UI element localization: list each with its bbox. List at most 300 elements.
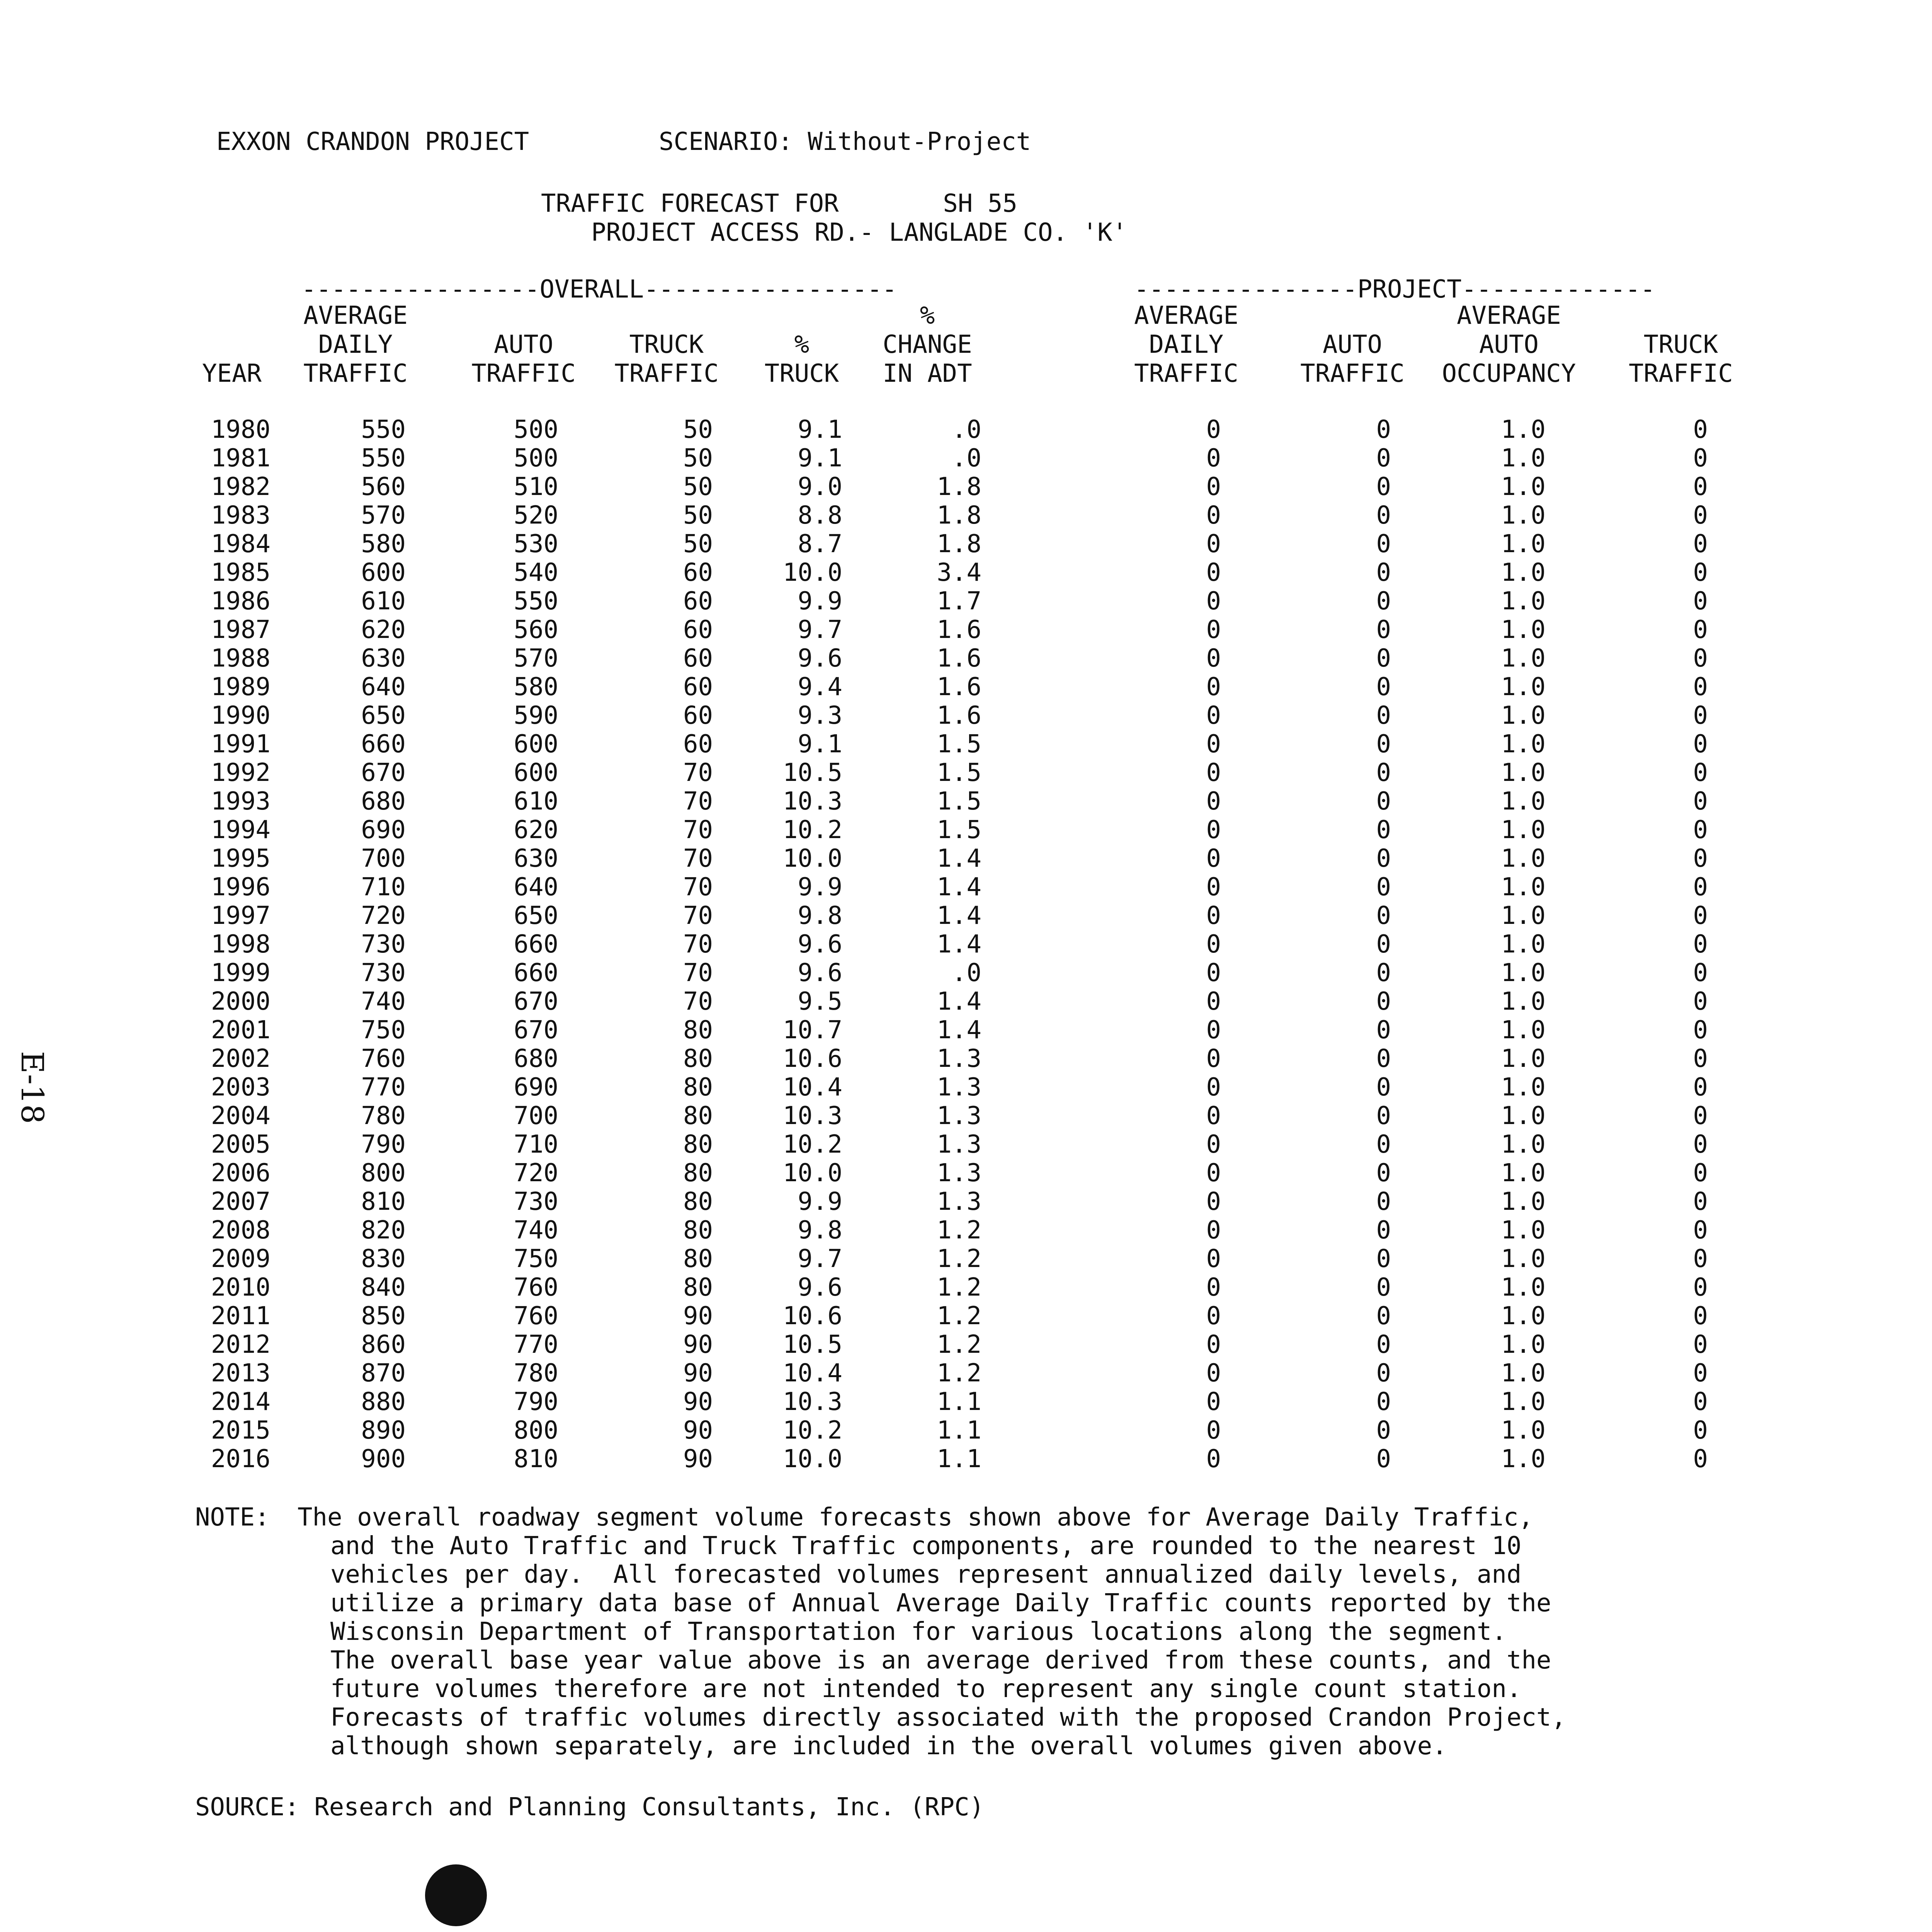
cell-auto: 520 <box>514 501 558 530</box>
cell-auto: 700 <box>514 1102 558 1130</box>
cell-p_auto: 0 <box>1376 1216 1391 1245</box>
cell-p_auto: 0 <box>1376 1245 1391 1273</box>
cell-p_adt: 0 <box>1206 1445 1221 1473</box>
cell-auto: 560 <box>514 616 558 644</box>
cell-adt: 810 <box>361 1187 406 1216</box>
cell-p_auto: 0 <box>1376 616 1391 644</box>
cell-p_auto: 0 <box>1376 930 1391 959</box>
cell-truck: 50 <box>683 501 713 530</box>
project-name: EXXON CRANDON PROJECT <box>216 128 529 156</box>
column-header-pct_change-line1: % <box>920 301 935 330</box>
cell-adt: 730 <box>361 930 406 959</box>
cell-adt: 730 <box>361 959 406 987</box>
cell-auto: 670 <box>514 987 558 1016</box>
cell-pct_change: 1.3 <box>937 1187 981 1216</box>
cell-pct_change: 1.4 <box>937 901 981 930</box>
cell-pct_change: 1.1 <box>937 1388 981 1416</box>
cell-adt: 620 <box>361 616 406 644</box>
cell-p_truck: 0 <box>1693 1187 1708 1216</box>
cell-pct_change: 1.2 <box>937 1273 981 1302</box>
cell-p_auto: 0 <box>1376 759 1391 787</box>
cell-pct_truck: 9.6 <box>798 1273 842 1302</box>
cell-year: 1999 <box>211 959 270 987</box>
cell-p_auto: 0 <box>1376 1359 1391 1388</box>
cell-year: 1998 <box>211 930 270 959</box>
cell-p_truck: 0 <box>1693 730 1708 759</box>
cell-truck: 90 <box>683 1359 713 1388</box>
note-line: utilize a primary data base of Annual Average Daily Traffic counts reported by the <box>330 1589 1551 1617</box>
cell-p_occ: 1.0 <box>1501 1073 1546 1102</box>
cell-year: 2010 <box>211 1273 270 1302</box>
cell-p_adt: 0 <box>1206 1245 1221 1273</box>
cell-p_adt: 0 <box>1206 1016 1221 1044</box>
cell-p_occ: 1.0 <box>1501 901 1546 930</box>
cell-adt: 670 <box>361 759 406 787</box>
cell-year: 2003 <box>211 1073 270 1102</box>
cell-p_adt: 0 <box>1206 587 1221 616</box>
cell-year: 2015 <box>211 1416 270 1445</box>
cell-adt: 690 <box>361 816 406 844</box>
cell-pct_truck: 9.8 <box>798 1216 842 1245</box>
cell-pct_truck: 9.7 <box>798 1245 842 1273</box>
cell-adt: 880 <box>361 1388 406 1416</box>
cell-pct_change: 1.3 <box>937 1073 981 1102</box>
cell-truck: 50 <box>683 473 713 501</box>
cell-p_truck: 0 <box>1693 1273 1708 1302</box>
cell-p_adt: 0 <box>1206 1044 1221 1073</box>
cell-p_adt: 0 <box>1206 730 1221 759</box>
cell-adt: 640 <box>361 673 406 701</box>
cell-year: 2004 <box>211 1102 270 1130</box>
cell-pct_change: 1.4 <box>937 930 981 959</box>
column-header-p_occ-line3: OCCUPANCY <box>1442 359 1576 388</box>
cell-p_truck: 0 <box>1693 415 1708 444</box>
cell-p_adt: 0 <box>1206 701 1221 730</box>
cell-truck: 90 <box>683 1416 713 1445</box>
cell-adt: 550 <box>361 415 406 444</box>
cell-truck: 90 <box>683 1388 713 1416</box>
cell-p_auto: 0 <box>1376 1159 1391 1187</box>
cell-pct_truck: 9.6 <box>798 644 842 673</box>
cell-pct_change: 1.5 <box>937 730 981 759</box>
cell-pct_change: 1.4 <box>937 987 981 1016</box>
column-header-auto-line2: AUTO <box>493 330 554 359</box>
cell-p_truck: 0 <box>1693 873 1708 901</box>
cell-p_truck: 0 <box>1693 1302 1708 1330</box>
cell-p_truck: 0 <box>1693 844 1708 873</box>
cell-auto: 580 <box>514 673 558 701</box>
cell-truck: 60 <box>683 587 713 616</box>
cell-truck: 70 <box>683 930 713 959</box>
cell-p_adt: 0 <box>1206 1330 1221 1359</box>
forecast-subtitle: PROJECT ACCESS RD.- LANGLADE CO. 'K' <box>591 218 1128 247</box>
cell-pct_change: 1.5 <box>937 759 981 787</box>
cell-p_occ: 1.0 <box>1501 530 1546 558</box>
cell-p_auto: 0 <box>1376 959 1391 987</box>
cell-p_occ: 1.0 <box>1501 501 1546 530</box>
cell-truck: 60 <box>683 616 713 644</box>
cell-year: 1985 <box>211 558 270 587</box>
cell-year: 2000 <box>211 987 270 1016</box>
page-number: E-18 <box>14 1051 50 1124</box>
cell-auto: 570 <box>514 644 558 673</box>
cell-p_truck: 0 <box>1693 1388 1708 1416</box>
scenario-label: SCENARIO: Without-Project <box>659 128 1031 156</box>
cell-auto: 590 <box>514 701 558 730</box>
cell-p_truck: 0 <box>1693 1245 1708 1273</box>
cell-year: 2016 <box>211 1445 270 1473</box>
cell-adt: 720 <box>361 901 406 930</box>
cell-truck: 70 <box>683 959 713 987</box>
cell-pct_change: 1.6 <box>937 616 981 644</box>
cell-year: 2001 <box>211 1016 270 1044</box>
cell-p_adt: 0 <box>1206 673 1221 701</box>
cell-truck: 70 <box>683 901 713 930</box>
cell-pct_change: 1.6 <box>937 673 981 701</box>
cell-pct_change: 1.5 <box>937 787 981 816</box>
cell-pct_change: 1.8 <box>937 530 981 558</box>
cell-adt: 890 <box>361 1416 406 1445</box>
cell-year: 1981 <box>211 444 270 473</box>
cell-p_truck: 0 <box>1693 1416 1708 1445</box>
cell-p_auto: 0 <box>1376 1187 1391 1216</box>
cell-p_auto: 0 <box>1376 587 1391 616</box>
cell-p_adt: 0 <box>1206 616 1221 644</box>
cell-pct_truck: 9.9 <box>798 1187 842 1216</box>
cell-p_truck: 0 <box>1693 1445 1708 1473</box>
cell-p_adt: 0 <box>1206 1416 1221 1445</box>
cell-p_adt: 0 <box>1206 444 1221 473</box>
cell-truck: 80 <box>683 1245 713 1273</box>
cell-p_occ: 1.0 <box>1501 616 1546 644</box>
column-header-auto-line3: TRAFFIC <box>471 359 576 388</box>
cell-adt: 600 <box>361 558 406 587</box>
cell-adt: 870 <box>361 1359 406 1388</box>
cell-p_occ: 1.0 <box>1501 1273 1546 1302</box>
cell-p_truck: 0 <box>1693 501 1708 530</box>
cell-auto: 720 <box>514 1159 558 1187</box>
cell-truck: 80 <box>683 1130 713 1159</box>
cell-year: 1996 <box>211 873 270 901</box>
cell-p_adt: 0 <box>1206 558 1221 587</box>
cell-p_occ: 1.0 <box>1501 1159 1546 1187</box>
cell-p_truck: 0 <box>1693 558 1708 587</box>
cell-truck: 80 <box>683 1073 713 1102</box>
cell-truck: 80 <box>683 1044 713 1073</box>
cell-p_truck: 0 <box>1693 473 1708 501</box>
cell-p_adt: 0 <box>1206 1073 1221 1102</box>
column-header-p_adt-line1: AVERAGE <box>1134 301 1238 330</box>
cell-p_auto: 0 <box>1376 415 1391 444</box>
cell-p_truck: 0 <box>1693 930 1708 959</box>
cell-p_occ: 1.0 <box>1501 1388 1546 1416</box>
cell-p_adt: 0 <box>1206 1102 1221 1130</box>
cell-truck: 80 <box>683 1187 713 1216</box>
cell-p_occ: 1.0 <box>1501 1130 1546 1159</box>
cell-truck: 70 <box>683 844 713 873</box>
cell-pct_truck: 9.5 <box>798 987 842 1016</box>
cell-p_auto: 0 <box>1376 644 1391 673</box>
cell-adt: 680 <box>361 787 406 816</box>
column-header-adt-line1: AVERAGE <box>303 301 408 330</box>
cell-p_adt: 0 <box>1206 1302 1221 1330</box>
cell-auto: 770 <box>514 1330 558 1359</box>
note-line: although shown separately, are included in the overall volumes given above. <box>330 1732 1447 1760</box>
cell-pct_truck: 9.4 <box>798 673 842 701</box>
column-header-p_occ-line1: AVERAGE <box>1457 301 1561 330</box>
cell-p_auto: 0 <box>1376 901 1391 930</box>
cell-p_adt: 0 <box>1206 501 1221 530</box>
forecast-title: TRAFFIC FORECAST FOR SH 55 <box>541 189 1017 218</box>
cell-p_truck: 0 <box>1693 701 1708 730</box>
cell-p_adt: 0 <box>1206 473 1221 501</box>
cell-auto: 540 <box>514 558 558 587</box>
cell-p_adt: 0 <box>1206 1388 1221 1416</box>
cell-year: 1994 <box>211 816 270 844</box>
cell-auto: 790 <box>514 1388 558 1416</box>
cell-pct_truck: 10.0 <box>782 844 842 873</box>
cell-pct_change: 1.1 <box>937 1416 981 1445</box>
cell-adt: 650 <box>361 701 406 730</box>
cell-auto: 690 <box>514 1073 558 1102</box>
cell-pct_truck: 10.3 <box>782 1388 842 1416</box>
source-line: SOURCE: Research and Planning Consultants, Inc. (RPC) <box>195 1793 985 1821</box>
cell-adt: 900 <box>361 1445 406 1473</box>
column-header-p_auto-line3: TRAFFIC <box>1300 359 1405 388</box>
cell-pct_change: 1.2 <box>937 1245 981 1273</box>
cell-pct_truck: 10.2 <box>782 1416 842 1445</box>
cell-pct_truck: 10.2 <box>782 1130 842 1159</box>
cell-pct_change: 1.3 <box>937 1044 981 1073</box>
cell-p_occ: 1.0 <box>1501 1016 1546 1044</box>
cell-p_truck: 0 <box>1693 1130 1708 1159</box>
cell-auto: 620 <box>514 816 558 844</box>
cell-adt: 660 <box>361 730 406 759</box>
cell-p_auto: 0 <box>1376 987 1391 1016</box>
column-header-pct_change-line3: IN ADT <box>883 359 972 388</box>
cell-year: 1984 <box>211 530 270 558</box>
cell-truck: 80 <box>683 1273 713 1302</box>
cell-p_adt: 0 <box>1206 644 1221 673</box>
cell-p_occ: 1.0 <box>1501 730 1546 759</box>
cell-pct_truck: 9.1 <box>798 415 842 444</box>
cell-pct_truck: 9.9 <box>798 873 842 901</box>
cell-pct_truck: 10.6 <box>782 1044 842 1073</box>
cell-p_auto: 0 <box>1376 501 1391 530</box>
cell-pct_change: .0 <box>951 444 981 473</box>
cell-adt: 800 <box>361 1159 406 1187</box>
cell-p_adt: 0 <box>1206 1130 1221 1159</box>
cell-truck: 70 <box>683 816 713 844</box>
cell-p_auto: 0 <box>1376 1330 1391 1359</box>
cell-p_auto: 0 <box>1376 1044 1391 1073</box>
cell-adt: 630 <box>361 644 406 673</box>
cell-auto: 740 <box>514 1216 558 1245</box>
note-line: and the Auto Traffic and Truck Traffic components, are rounded to the nearest 10 <box>330 1532 1522 1560</box>
cell-pct_change: 1.4 <box>937 844 981 873</box>
cell-p_auto: 0 <box>1376 730 1391 759</box>
cell-truck: 90 <box>683 1302 713 1330</box>
cell-p_occ: 1.0 <box>1501 673 1546 701</box>
cell-p_occ: 1.0 <box>1501 1445 1546 1473</box>
cell-pct_change: 1.8 <box>937 473 981 501</box>
cell-adt: 850 <box>361 1302 406 1330</box>
cell-auto: 550 <box>514 587 558 616</box>
cell-p_occ: 1.0 <box>1501 959 1546 987</box>
cell-year: 1982 <box>211 473 270 501</box>
cell-pct_truck: 10.0 <box>782 558 842 587</box>
cell-p_occ: 1.0 <box>1501 1245 1546 1273</box>
cell-pct_truck: 10.3 <box>782 787 842 816</box>
cell-pct_change: 1.4 <box>937 1016 981 1044</box>
note-line: Wisconsin Department of Transportation for various locations along the segment. <box>330 1617 1507 1646</box>
cell-auto: 640 <box>514 873 558 901</box>
cell-year: 1980 <box>211 415 270 444</box>
cell-p_occ: 1.0 <box>1501 473 1546 501</box>
cell-pct_truck: 10.2 <box>782 816 842 844</box>
cell-p_truck: 0 <box>1693 1359 1708 1388</box>
column-header-pct_truck-line2: % <box>794 330 810 359</box>
note-line: vehicles per day. All forecasted volumes represent annualized daily levels, and <box>330 1560 1522 1589</box>
cell-p_occ: 1.0 <box>1501 787 1546 816</box>
cell-auto: 510 <box>514 473 558 501</box>
cell-pct_change: 1.3 <box>937 1159 981 1187</box>
cell-pct_truck: 10.5 <box>782 1330 842 1359</box>
cell-auto: 500 <box>514 444 558 473</box>
cell-pct_truck: 9.1 <box>798 444 842 473</box>
cell-pct_change: .0 <box>951 959 981 987</box>
cell-p_truck: 0 <box>1693 1330 1708 1359</box>
cell-truck: 50 <box>683 415 713 444</box>
cell-year: 1986 <box>211 587 270 616</box>
cell-p_occ: 1.0 <box>1501 1330 1546 1359</box>
cell-adt: 610 <box>361 587 406 616</box>
cell-pct_truck: 10.4 <box>782 1073 842 1102</box>
cell-auto: 750 <box>514 1245 558 1273</box>
cell-p_auto: 0 <box>1376 1102 1391 1130</box>
cell-p_occ: 1.0 <box>1501 1302 1546 1330</box>
cell-p_adt: 0 <box>1206 901 1221 930</box>
cell-p_truck: 0 <box>1693 959 1708 987</box>
cell-pct_truck: 10.5 <box>782 759 842 787</box>
cell-auto: 730 <box>514 1187 558 1216</box>
cell-p_auto: 0 <box>1376 1302 1391 1330</box>
cell-auto: 670 <box>514 1016 558 1044</box>
cell-pct_truck: 10.0 <box>782 1159 842 1187</box>
cell-p_adt: 0 <box>1206 1159 1221 1187</box>
column-header-p_auto-line2: AUTO <box>1322 330 1383 359</box>
cell-p_truck: 0 <box>1693 987 1708 1016</box>
cell-adt: 570 <box>361 501 406 530</box>
cell-p_occ: 1.0 <box>1501 644 1546 673</box>
cell-p_occ: 1.0 <box>1501 415 1546 444</box>
cell-auto: 530 <box>514 530 558 558</box>
column-header-p_adt-line3: TRAFFIC <box>1134 359 1238 388</box>
column-header-p_truck-line3: TRAFFIC <box>1629 359 1733 388</box>
cell-pct_change: 1.8 <box>937 501 981 530</box>
cell-p_occ: 1.0 <box>1501 1359 1546 1388</box>
cell-p_occ: 1.0 <box>1501 930 1546 959</box>
cell-p_occ: 1.0 <box>1501 1187 1546 1216</box>
cell-truck: 80 <box>683 1016 713 1044</box>
cell-p_auto: 0 <box>1376 844 1391 873</box>
cell-year: 1989 <box>211 673 270 701</box>
cell-adt: 790 <box>361 1130 406 1159</box>
cell-year: 2012 <box>211 1330 270 1359</box>
cell-year: 1983 <box>211 501 270 530</box>
cell-pct_change: 1.5 <box>937 816 981 844</box>
column-header-adt-line2: DAILY <box>318 330 393 359</box>
cell-pct_truck: 9.0 <box>798 473 842 501</box>
cell-p_adt: 0 <box>1206 415 1221 444</box>
cell-adt: 580 <box>361 530 406 558</box>
cell-p_adt: 0 <box>1206 530 1221 558</box>
cell-p_occ: 1.0 <box>1501 844 1546 873</box>
cell-auto: 600 <box>514 759 558 787</box>
cell-p_truck: 0 <box>1693 530 1708 558</box>
cell-year: 2005 <box>211 1130 270 1159</box>
cell-year: 2008 <box>211 1216 270 1245</box>
cell-truck: 50 <box>683 444 713 473</box>
cell-auto: 710 <box>514 1130 558 1159</box>
cell-year: 1990 <box>211 701 270 730</box>
cell-pct_change: 1.2 <box>937 1359 981 1388</box>
cell-pct_truck: 10.7 <box>782 1016 842 1044</box>
cell-pct_change: 3.4 <box>937 558 981 587</box>
cell-p_auto: 0 <box>1376 1388 1391 1416</box>
cell-auto: 610 <box>514 787 558 816</box>
cell-p_adt: 0 <box>1206 1187 1221 1216</box>
cell-year: 2009 <box>211 1245 270 1273</box>
cell-p_auto: 0 <box>1376 1416 1391 1445</box>
cell-p_occ: 1.0 <box>1501 1044 1546 1073</box>
cell-p_truck: 0 <box>1693 673 1708 701</box>
cell-pct_truck: 10.4 <box>782 1359 842 1388</box>
cell-truck: 80 <box>683 1216 713 1245</box>
cell-truck: 90 <box>683 1330 713 1359</box>
cell-year: 1995 <box>211 844 270 873</box>
cell-p_adt: 0 <box>1206 759 1221 787</box>
column-header-p_adt-line2: DAILY <box>1149 330 1224 359</box>
cell-year: 2013 <box>211 1359 270 1388</box>
cell-adt: 780 <box>361 1102 406 1130</box>
cell-pct_truck: 9.1 <box>798 730 842 759</box>
cell-p_auto: 0 <box>1376 1130 1391 1159</box>
cell-auto: 780 <box>514 1359 558 1388</box>
cell-auto: 500 <box>514 415 558 444</box>
cell-p_truck: 0 <box>1693 787 1708 816</box>
cell-p_truck: 0 <box>1693 644 1708 673</box>
punch-hole-left <box>425 1864 487 1926</box>
section-overall-label: ----------------OVERALL----------------- <box>301 275 897 304</box>
cell-pct_truck: 9.6 <box>798 959 842 987</box>
cell-truck: 60 <box>683 644 713 673</box>
cell-year: 2007 <box>211 1187 270 1216</box>
cell-auto: 650 <box>514 901 558 930</box>
cell-pct_change: 1.6 <box>937 644 981 673</box>
cell-p_occ: 1.0 <box>1501 1416 1546 1445</box>
cell-truck: 60 <box>683 701 713 730</box>
cell-p_auto: 0 <box>1376 1016 1391 1044</box>
column-header-year-line3: YEAR <box>202 359 262 388</box>
cell-p_occ: 1.0 <box>1501 873 1546 901</box>
cell-pct_change: .0 <box>951 415 981 444</box>
cell-p_occ: 1.0 <box>1501 987 1546 1016</box>
cell-year: 2006 <box>211 1159 270 1187</box>
cell-p_auto: 0 <box>1376 558 1391 587</box>
cell-p_occ: 1.0 <box>1501 587 1546 616</box>
cell-adt: 830 <box>361 1245 406 1273</box>
